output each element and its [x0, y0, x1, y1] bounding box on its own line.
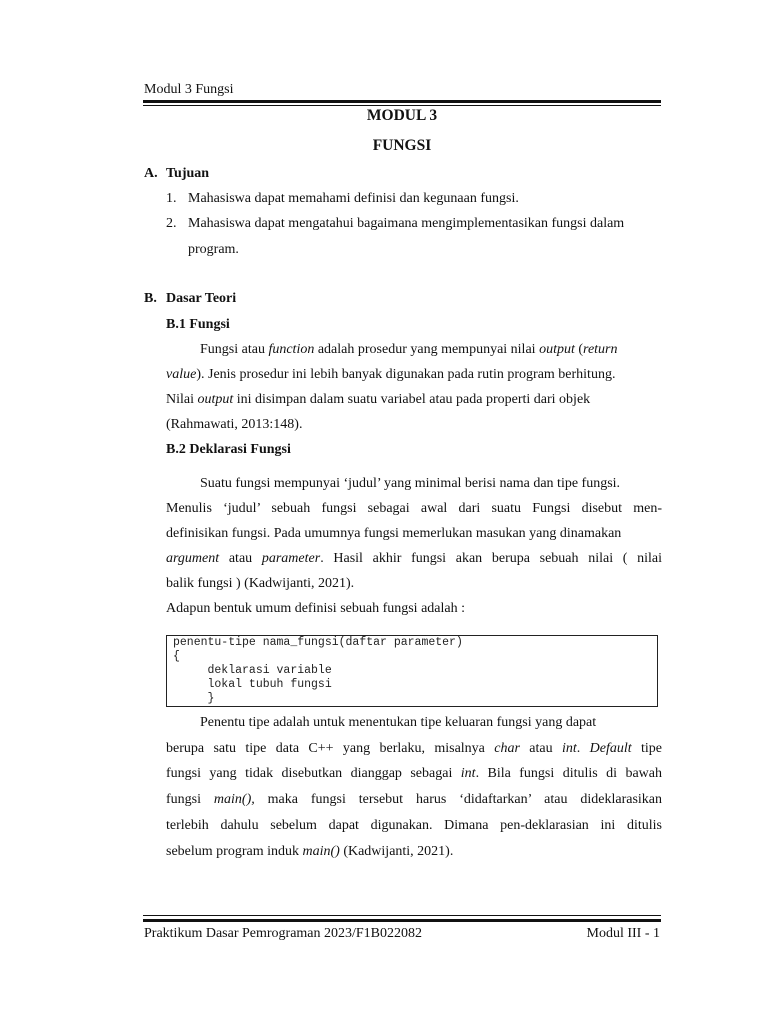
list-number: 1.	[166, 191, 177, 206]
b2-paragraph-3-line-6: sebelum program induk main() (Kadwijanti, 2021).	[166, 844, 454, 859]
code-line: penentu-tipe nama_fungsi(daftar parameter)	[173, 636, 463, 649]
list-item-2-cont: program.	[188, 242, 239, 257]
header-rule-thick	[143, 100, 661, 103]
b2-paragraph-2: Adapun bentuk umum definisi sebuah fungsi adalah :	[166, 601, 465, 616]
b2-paragraph-line-1: Suatu fungsi mempunyai ‘judul’ yang minimal berisi nama dan tipe fungsi.	[200, 476, 621, 491]
section-b-title: Dasar Teori	[166, 291, 237, 306]
b2-paragraph-3-line-3: fungsi yang tidak disebutkan dianggap sebagai int. Bila fungsi ditulis di bawah	[166, 766, 663, 781]
code-line: {	[173, 650, 180, 663]
b1-paragraph-line-3: Nilai output ini disimpan dalam suatu variabel atau pada properti dari objek	[166, 392, 591, 407]
code-line: }	[173, 692, 215, 705]
footer-course-info: Praktikum Dasar Pemrograman 2023/F1B022082	[144, 926, 423, 941]
section-a-label: A.	[144, 166, 158, 181]
b2-paragraph-line-2: Menulis ‘judul’ sebuah fungsi sebagai awal dari suatu Fungsi disebut men-	[166, 501, 662, 516]
code-block	[166, 635, 658, 707]
b2-paragraph-line-5: balik fungsi ) (Kadwijanti, 2021).	[166, 576, 355, 591]
list-item-1: Mahasiswa dapat memahami definisi dan kegunaan fungsi.	[188, 191, 519, 206]
b2-paragraph-3-line-2: berupa satu tipe data C++ yang berlaku, misalnya char atau int. Default tipe	[166, 741, 662, 756]
section-a-title: Tujuan	[166, 166, 210, 181]
b2-paragraph-3-line-4: fungsi main(), maka fungsi tersebut harus ‘didaftarkan’ atau dideklarasikan	[166, 792, 662, 807]
header-rule-thin	[143, 105, 661, 106]
running-header: Modul 3 Fungsi	[144, 82, 234, 97]
b1-paragraph-line-4: (Rahmawati, 2013:148).	[166, 417, 303, 432]
footer-rule-thin	[143, 915, 661, 916]
footer-rule-thick	[143, 919, 661, 922]
b2-paragraph-line-4: argument atau parameter. Hasil akhir fungsi akan berupa sebuah nilai ( nilai	[166, 551, 663, 566]
b1-paragraph-line-2: value). Jenis prosedur ini lebih banyak digunakan pada rutin program berhitung.	[166, 367, 616, 382]
b1-paragraph-line-1: Fungsi atau function adalah prosedur yang mempunyai nilai output (return	[200, 342, 618, 357]
subsection-b1-title: B.1 Fungsi	[166, 317, 230, 332]
subsection-b2-title: B.2 Deklarasi Fungsi	[166, 442, 291, 457]
module-subtitle: FUNGSI	[372, 137, 432, 154]
code-line: deklarasi variable	[173, 664, 332, 677]
b2-paragraph-3-line-1: Penentu tipe adalah untuk menentukan tipe keluaran fungsi yang dapat	[200, 715, 597, 730]
b2-paragraph-3-line-5: terlebih dahulu sebelum dapat digunakan. Dimana pen-deklarasian ini ditulis	[166, 818, 662, 833]
module-title: MODUL 3	[366, 107, 438, 124]
code-line: lokal tubuh fungsi	[173, 678, 332, 691]
section-b-label: B.	[144, 291, 157, 306]
b2-paragraph-line-3: definisikan fungsi. Pada umumnya fungsi memerlukan masukan yang dinamakan	[166, 526, 622, 541]
footer-page-number: Modul III - 1	[586, 926, 660, 941]
list-number: 2.	[166, 216, 177, 231]
list-item-2: Mahasiswa dapat mengatahui bagaimana mengimplementasikan fungsi dalam	[188, 216, 625, 231]
